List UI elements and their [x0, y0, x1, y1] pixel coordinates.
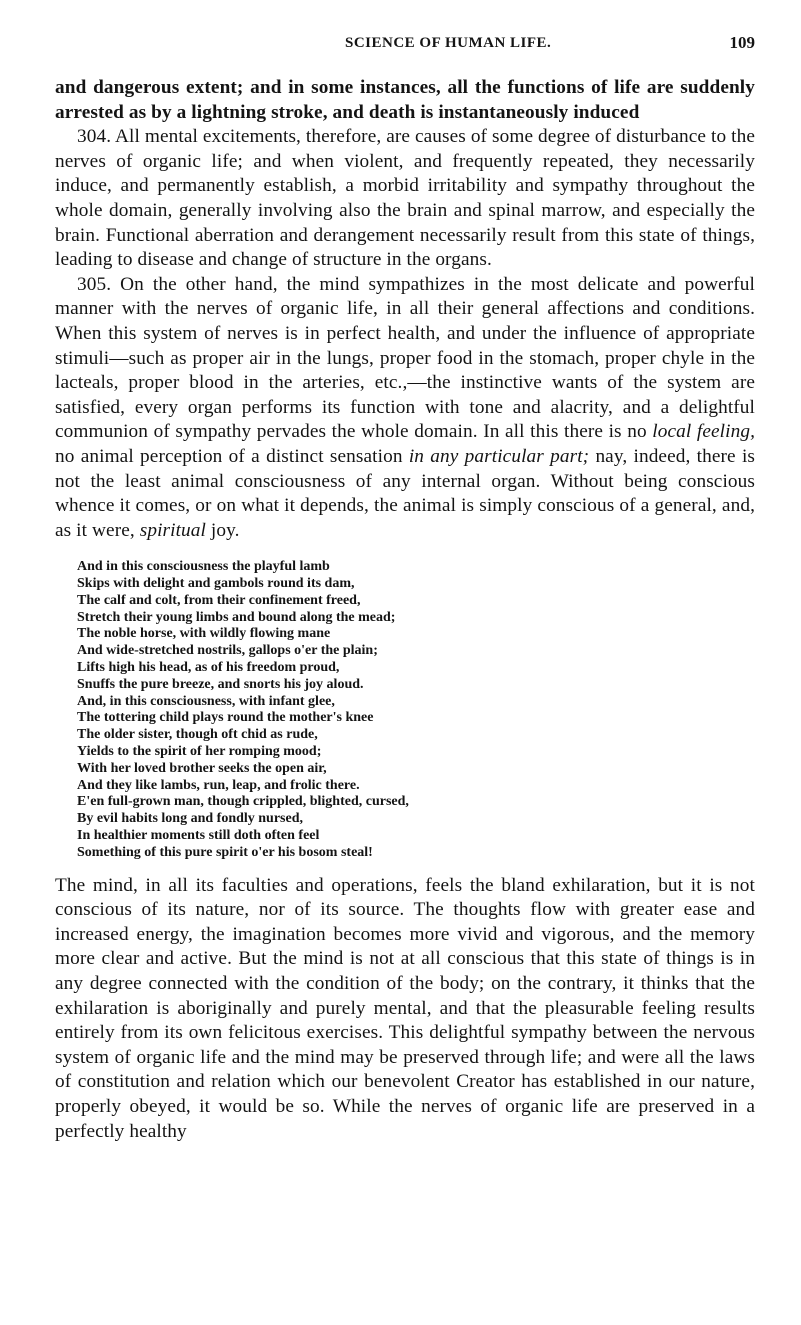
running-head-title: SCIENCE OF HUMAN LIFE. [345, 35, 552, 51]
poem-line: Lifts high his head, as of his freedom proud, [77, 660, 340, 676]
poem-line: And they like lambs, run, leap, and frolic there. [77, 777, 360, 793]
paragraph-305 [55, 273, 755, 544]
poem-line: The noble horse, with wildly flowing mane [77, 626, 331, 642]
paragraph-305-emphasis-particular-part: in any particular part; [408, 445, 590, 467]
paragraph-305-text-c: nay, indeed, there is not the least animal consciousness of any internal organ. Without being conscious whence it comes, or on what it depends, the animal is simply conscious of a general, and, as it were, [55, 445, 756, 541]
poem-line: The older sister, though oft chid as rude, [77, 727, 318, 743]
poem-line: The calf and colt, from their confinement freed, [77, 592, 361, 608]
poem-line: By evil habits long and fondly nursed, [77, 811, 304, 827]
poem-line: Skips with delight and gambols round its dam, [77, 576, 355, 592]
poem-line: Stretch their young limbs and bound along the mead; [77, 609, 396, 625]
running-head [55, 35, 755, 55]
paragraph-305-emphasis-spiritual: spiritual [139, 519, 206, 541]
paragraph-305-text-b: no animal perception of a distinct sensation [55, 445, 409, 467]
poem-line: With her loved brother seeks the open air, [77, 760, 327, 776]
paragraph-after-poem: The mind, in all its faculties and operations, feels the bland exhilaration, but it is not conscious of its nature, nor of its source. The thoughts flow with greater ease and increased energy, the imagination becomes more vivid and vigorous, and the memory more clear and active. But the mind is not at all conscious that this state of things is in any degree connected with the condition of the body; on the contrary, it thinks that the exhilaration is aboriginally and purely mental, and that the pleasurable feeling results entirely from its own felicitous exercises. This delightful sympathy between the nervous system of organic life and the mind may be preserved through life; and were all the laws of constitution and relation which our benevolent Creator has established in our nature, properly obeyed, it would be so. While the nerves of organic life are preserved in a perfectly healthy [55, 874, 755, 1142]
paragraph-305-emphasis-local-feeling: local feeling, [652, 421, 755, 443]
paragraph-304: 304. All mental excitements, therefore, are causes of some degree of disturbance to the nerves of organic life; and when violent, and frequently repeated, they necessarily induce, and permanently establish, a morbid irritability and sympathy throughout the whole domain, generally involving also the brain and spinal marrow, and especially the brain. Functional aberration and derangement necessarily result from this state of things, leading to disease and change of structure in the organs. [55, 126, 755, 271]
poem-line: Yields to the spirit of her romping mood; [77, 744, 322, 760]
body-text [55, 76, 755, 1144]
poem-line: The tottering child plays round the mother's knee [77, 710, 374, 726]
paragraph-305-text-d: joy. [205, 519, 240, 541]
poem-line: E'en full-grown man, though crippled, blighted, cursed, [77, 794, 409, 810]
poem-line: And, in this consciousness, with infant glee, [77, 693, 335, 709]
paragraph-continuation: and dangerous extent; and in some instances, all the functions of life are suddenly arrested as by a lightning stroke, and death is instantaneously induced [55, 77, 755, 123]
page-number: 109 [729, 33, 755, 52]
poem-line: And wide-stretched nostrils, gallops o'er the plain; [77, 643, 378, 659]
poem-line: In healthier moments still doth often feel [77, 828, 320, 844]
paragraph-305-text-a: 305. On the other hand, the mind sympathizes in the most delicate and powerful manner with the nerves of organic life, in all their general affections and conditions. When this system of nerves is in perfect health, and under the influence of appropriate stimuli—such as proper air in the lungs, proper food in the stomach, proper chyle in the lacteals, proper blood in the arteries, etc.,—the instinctive wants of the system are satisfied, every organ performs its function with tone and alacrity, and a delightful communion of sympathy pervades the whole domain. In all this there is no [55, 273, 755, 443]
poem-line: Something of this pure spirit o'er his bosom steal! [77, 844, 373, 860]
poem-excerpt [77, 559, 755, 861]
poem-line: Snuffs the pure breeze, and snorts his joy aloud. [77, 676, 364, 692]
poem-line: And in this consciousness the playful lamb [77, 559, 330, 575]
